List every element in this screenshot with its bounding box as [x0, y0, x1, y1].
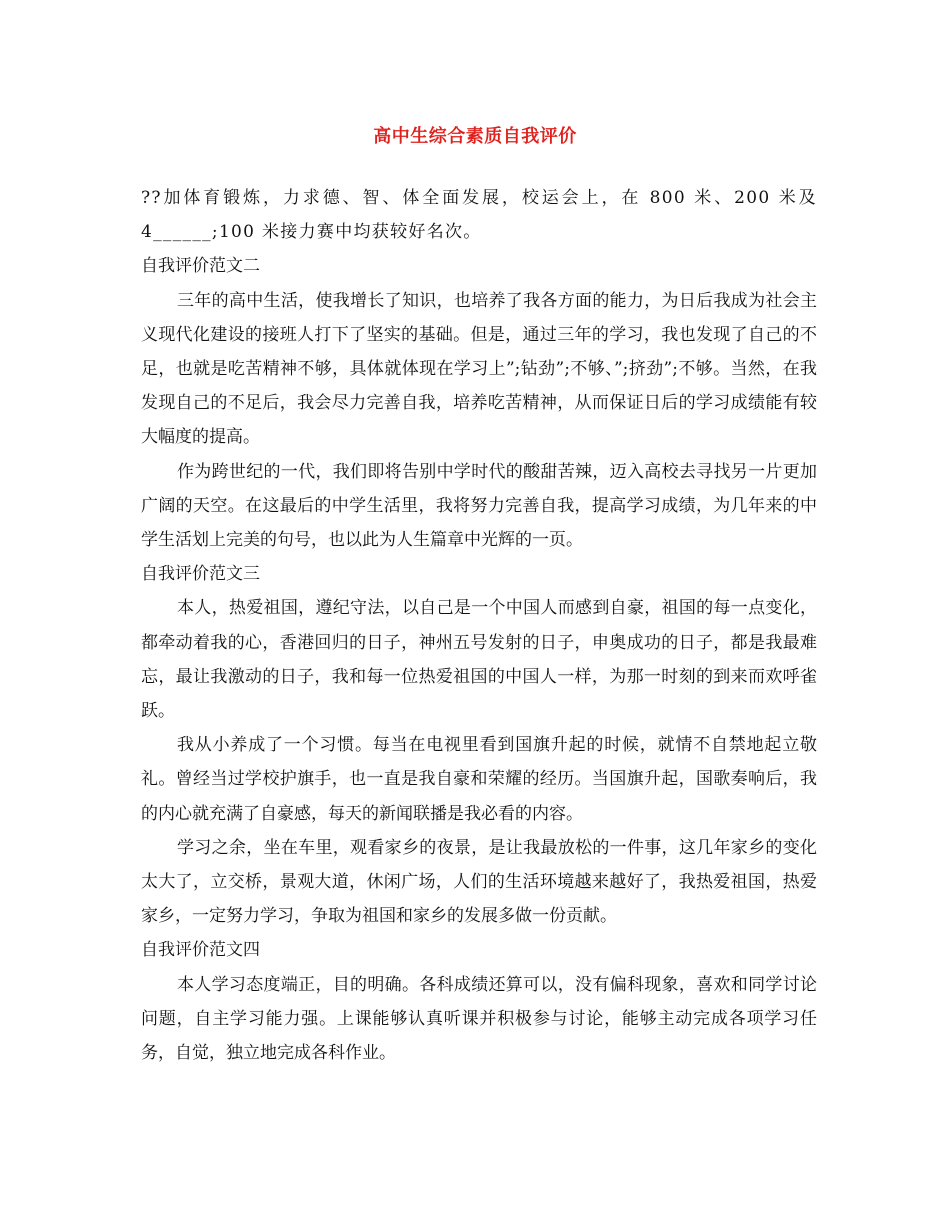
paragraph-continued: ??加体育锻炼，力求德、智、体全面发展，校运会上，在 800 米、200 米及 4______;100 米接力赛中均获较好名次。	[141, 188, 817, 243]
paragraph: 我从小养成了一个习惯。每当在电视里看到国旗升起的时候，就情不自禁地起立敬礼。曾经当过学校护旗手，也一直是我自豪和荣耀的经历。当国旗升起，国歌奏响后，我的内心就充满了自豪感，每天的新闻联播是我必看的内容。	[141, 735, 817, 824]
section-heading-4: 自我评价范文四	[141, 940, 260, 961]
paragraph: 学习之余，坐在车里，观看家乡的夜景，是让我最放松的一件事，这几年家乡的变化太大了，立交桥，景观大道，休闲广场，人们的生活环境越来越好了，我热爱祖国，热爱家乡，一定努力学习，争取为祖国和家乡的发展多做一份贡献。	[141, 837, 817, 927]
paragraph: 作为跨世纪的一代，我们即将告别中学时代的酸甜苦辣，迈入高校去寻找另一片更加广阔的天空。在这最后的中学生活里，我将努力完善自我，提高学习成绩，为几年来的中学生活划上完美的句号，也以此为人生篇章中光辉的一页。	[141, 461, 817, 551]
document-body	[141, 181, 817, 1070]
section-heading-3: 自我评价范文三	[141, 564, 260, 585]
section-heading-2: 自我评价范文二	[141, 256, 260, 277]
paragraph: 本人，热爱祖国，遵纪守法，以自己是一个中国人而感到自豪，祖国的每一点变化，都牵动着我的心，香港回归的日子，神州五号发射的日子，申奥成功的日子，都是我最难忘，最让我激动的日子，我和每一位热爱祖国的中国人一样，为那一时刻的到来而欢呼雀跃。	[141, 598, 817, 722]
paragraph: 三年的高中生活，使我增长了知识，也培养了我各方面的能力，为日后我成为社会主义现代化建设的接班人打下了坚实的基础。但是，通过三年的学习，我也发现了自己的不足，也就是吃苦精神不够，具体就体现在学习上”;钻劲”;不够、”;挤劲”;不够。当然，在我发现自己的不足后，我会尽力完善自我，培养吃苦精神，从而保证日后的学习成绩能有较大幅度的提高。	[141, 290, 817, 448]
document-title: 高中生综合素质自我评价	[373, 126, 577, 147]
paragraph: 本人学习态度端正，目的明确。各科成绩还算可以，没有偏科现象，喜欢和同学讨论问题，自主学习能力强。上课能够认真听课并积极参与讨论，能够主动完成各项学习任务，自觉，独立地完成各科作业。	[141, 974, 817, 1064]
